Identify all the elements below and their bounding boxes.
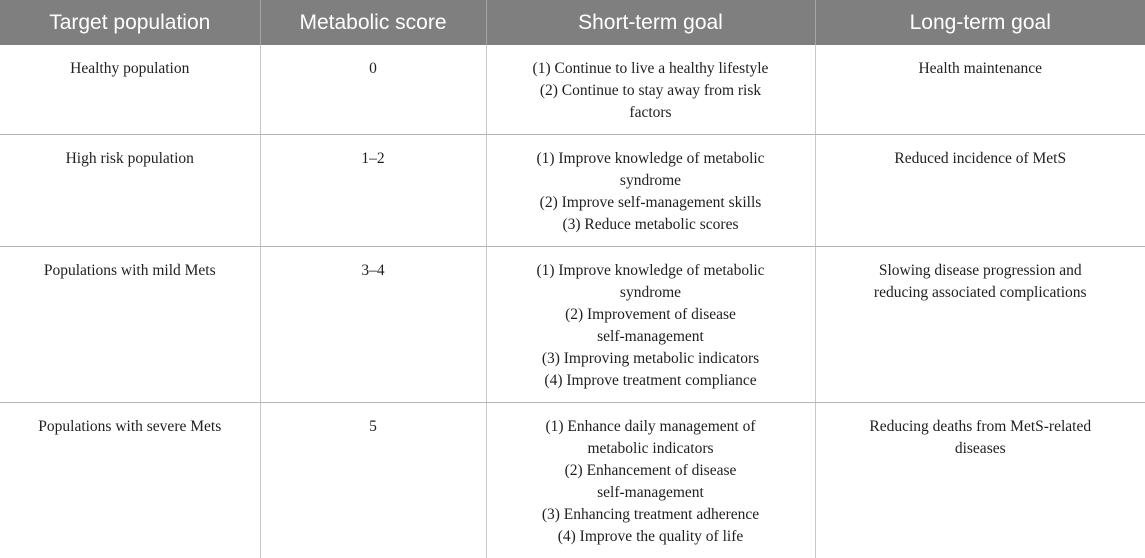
goal-line: (3) Reduce metabolic scores bbox=[501, 214, 801, 236]
goal-line: (2) Continue to stay away from risk bbox=[501, 80, 801, 102]
goal-line: factors bbox=[501, 102, 801, 124]
goal-line: (1) Improve knowledge of metabolic bbox=[501, 260, 801, 282]
goal-line: (4) Improve treatment compliance bbox=[501, 370, 801, 392]
goal-line: (2) Enhancement of disease bbox=[501, 460, 801, 482]
score-cell: 0 bbox=[260, 45, 486, 135]
short-term-goal-cell bbox=[486, 45, 815, 135]
goal-line: Slowing disease progression and bbox=[830, 260, 1132, 282]
score-cell: 1–2 bbox=[260, 135, 486, 247]
header-row bbox=[0, 0, 1145, 45]
population-cell: Populations with mild Mets bbox=[0, 247, 260, 403]
goal-line: reducing associated complications bbox=[830, 282, 1132, 304]
goal-line: (1) Continue to live a healthy lifestyle bbox=[501, 58, 801, 80]
population-cell: Healthy population bbox=[0, 45, 260, 135]
goal-line: Health maintenance bbox=[830, 58, 1132, 80]
goal-line: diseases bbox=[830, 438, 1132, 460]
table-row bbox=[0, 135, 1145, 247]
goal-line: metabolic indicators bbox=[501, 438, 801, 460]
goal-line: syndrome bbox=[501, 170, 801, 192]
short-term-goal-cell bbox=[486, 403, 815, 558]
goal-line: Reduced incidence of MetS bbox=[830, 148, 1132, 170]
table-row bbox=[0, 403, 1145, 558]
header-short-term-goal: Short-term goal bbox=[486, 0, 815, 45]
goal-line: Reducing deaths from MetS-related bbox=[830, 416, 1132, 438]
goal-line: (3) Enhancing treatment adherence bbox=[501, 504, 801, 526]
goal-line: (2) Improvement of disease bbox=[501, 304, 801, 326]
short-term-goal-cell bbox=[486, 135, 815, 247]
table-header bbox=[0, 0, 1145, 45]
long-term-goal-cell bbox=[815, 135, 1145, 247]
goal-line: (1) Improve knowledge of metabolic bbox=[501, 148, 801, 170]
score-cell: 5 bbox=[260, 403, 486, 558]
score-cell: 3–4 bbox=[260, 247, 486, 403]
long-term-goal-cell bbox=[815, 247, 1145, 403]
long-term-goal-cell bbox=[815, 45, 1145, 135]
header-target-population: Target population bbox=[0, 0, 260, 45]
goal-line: (2) Improve self-management skills bbox=[501, 192, 801, 214]
table-body bbox=[0, 45, 1145, 558]
long-term-goal-cell bbox=[815, 403, 1145, 558]
population-cell: Populations with severe Mets bbox=[0, 403, 260, 558]
goal-line: self-management bbox=[501, 482, 801, 504]
goal-line: (1) Enhance daily management of bbox=[501, 416, 801, 438]
population-cell: High risk population bbox=[0, 135, 260, 247]
short-term-goal-cell bbox=[486, 247, 815, 403]
table-row bbox=[0, 247, 1145, 403]
table-row bbox=[0, 45, 1145, 135]
header-long-term-goal: Long-term goal bbox=[815, 0, 1145, 45]
goal-line: self-management bbox=[501, 326, 801, 348]
goal-line: (3) Improving metabolic indicators bbox=[501, 348, 801, 370]
goal-line: (4) Improve the quality of life bbox=[501, 526, 801, 548]
goal-line: syndrome bbox=[501, 282, 801, 304]
header-metabolic-score: Metabolic score bbox=[260, 0, 486, 45]
